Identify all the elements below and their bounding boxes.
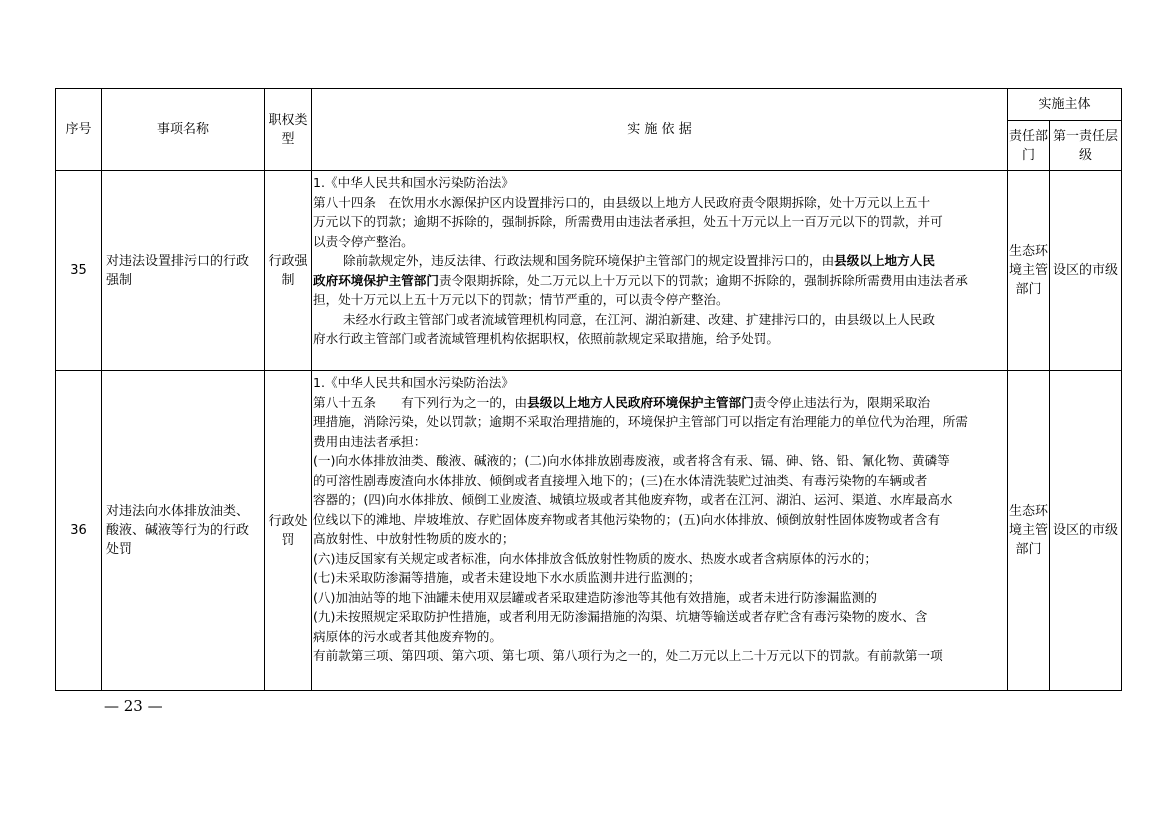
text: (六)违反国家有关规定或者标准，向水体排放含低放射性物质的废水、热废水或者含病原体的污水的； [313,550,877,566]
basis-line [313,232,1006,252]
authority-table [55,88,1122,691]
basis-line [313,412,1006,432]
row-level: 设区的市级 [1050,171,1122,371]
text: 府水行政主管部门或者流域管理机构依据职权，依照前款规定采取措施，给予处罚。 [313,331,779,346]
basis-line [313,251,1006,271]
basis-line [313,290,1006,310]
basis-line [313,271,1006,291]
row-item: 对违法向水体排放油类、酸液、碱液等行为的行政处罚 [102,371,265,691]
text: 责令停止违法行为，限期采取治 [753,394,931,410]
basis-line [313,310,1006,330]
basis-line [313,393,1006,413]
header-subject: 实施主体 [1008,89,1122,121]
text: 位线以下的滩地、岸坡堆放、存贮固体废弃物或者其他污染物的；(五)向水体排放、倾倒放射性固体废物或者含有 [313,511,940,527]
basis-line [313,568,1006,588]
basis-line [313,329,1006,349]
header-basis: 实 施 依 据 [312,89,1008,171]
basis-line [313,607,1006,627]
text: (九)未按照规定采取防护性措施，或者利用无防渗漏措施的沟渠、坑塘等输送或者存贮含有毒污染物的废水、含 [313,609,928,624]
basis-line [313,432,1006,452]
text: 万元以下的罚款；逾期不拆除的，强制拆除，所需费用由违法者承担，处五十万元以上一百万元以下的罚款，并可 [313,214,943,229]
bold-text: 政府环境保护主管部门 [313,272,439,288]
basis-line [313,373,1006,393]
header-item: 事项名称 [102,89,265,171]
basis-line [313,588,1006,608]
text: 病原体的污水或者其他废弃物的。 [313,628,502,644]
text: 有前款第三项、第四项、第六项、第七项、第八项行为之一的，处二万元以上二十万元以下的罚款。有前款第一项 [313,648,943,663]
bold-text: 县级以上地方人民 [834,253,935,268]
row-basis [312,171,1008,371]
table-row [56,171,1122,371]
text: 理措施，消除污染，处以罚款；逾期不采取治理措施的，环境保护主管部门可以指定有治理能力的单位代为治理，所需 [313,414,968,429]
header-level: 第一责任层级 [1050,121,1122,171]
row-no: 35 [56,171,102,371]
bold-text: 县级以上地方人民政府环境保护主管部门 [527,394,754,410]
basis-line [313,529,1006,549]
text: 1.《中华人民共和国水污染防治法》 [313,375,514,390]
text: 容器的；(四)向水体排放、倾倒工业废渣、城镇垃圾或者其他废弃物，或者在江河、湖泊、运河、渠道、水库最高水 [313,492,953,507]
text: 的可溶性剧毒废渣向水体排放、倾倒或者直接埋入地下的；(三)在水体清洗装贮过油类、有毒污染物的车辆或者 [313,472,928,488]
row-level: 设区的市级 [1050,371,1122,691]
basis-line [313,549,1006,569]
text: 未经水行政主管部门或者流域管理机构同意，在江河、湖泊新建、改建、扩建排污口的，由县级以上人民政 [343,311,935,327]
basis-line [313,471,1006,491]
row-basis [312,371,1008,691]
header-dept: 责任部门 [1008,121,1050,171]
text: 高放射性、中放射性物质的废水的； [313,531,515,546]
text: 以责令停产整治。 [313,233,414,249]
basis-line [313,212,1006,232]
text: (八)加油站等的地下油罐未使用双层罐或者采取建造防渗池等其他有效措施，或者未进行防渗漏监测的 [313,589,877,605]
text: 除前款规定外，违反法律、行政法规和国务院环境保护主管部门的规定设置排污口的，由 [343,253,835,268]
basis-line [313,510,1006,530]
table-row [56,371,1122,691]
row-item: 对违法设置排污口的行政强制 [102,171,265,371]
text: 1.《中华人民共和国水污染防治法》 [313,175,514,190]
basis-line [313,646,1006,666]
text: 第八十四条 在饮用水水源保护区内设置排污口的，由县级以上地方人民政府责令限期拆除，处十万元以上五十 [313,194,931,210]
row-dept: 生态环境主管部门 [1008,371,1050,691]
text: 担，处十万元以上五十万元以下的罚款；情节严重的，可以责令停产整治。 [313,292,729,307]
basis-line [313,193,1006,213]
text: (七)未采取防渗漏等措施，或者未建设地下水水质监测井进行监测的； [313,570,701,585]
text: 责令限期拆除，处二万元以上十万元以下的罚款；逾期不拆除的，强制拆除所需费用由违法者承 [438,272,968,288]
row-no: 36 [56,371,102,691]
row-dept: 生态环境主管部门 [1008,171,1050,371]
row-type: 行政处罚 [265,371,312,691]
header-type: 职权类型 [265,89,312,171]
basis-line [313,451,1006,471]
basis-line [313,490,1006,510]
text: (一)向水体排放油类、酸液、碱液的；(二)向水体排放剧毒废液，或者将含有汞、镉、砷、铬、铅、氰化物、黄磷等 [313,453,950,468]
page-number: — 23 — [104,697,163,715]
header-no: 序号 [56,89,102,171]
row-type: 行政强制 [265,171,312,371]
text: 第八十五条 有下列行为之一的，由 [313,394,528,410]
basis-line [313,627,1006,647]
text: 费用由违法者承担： [313,433,427,449]
basis-line [313,173,1006,193]
